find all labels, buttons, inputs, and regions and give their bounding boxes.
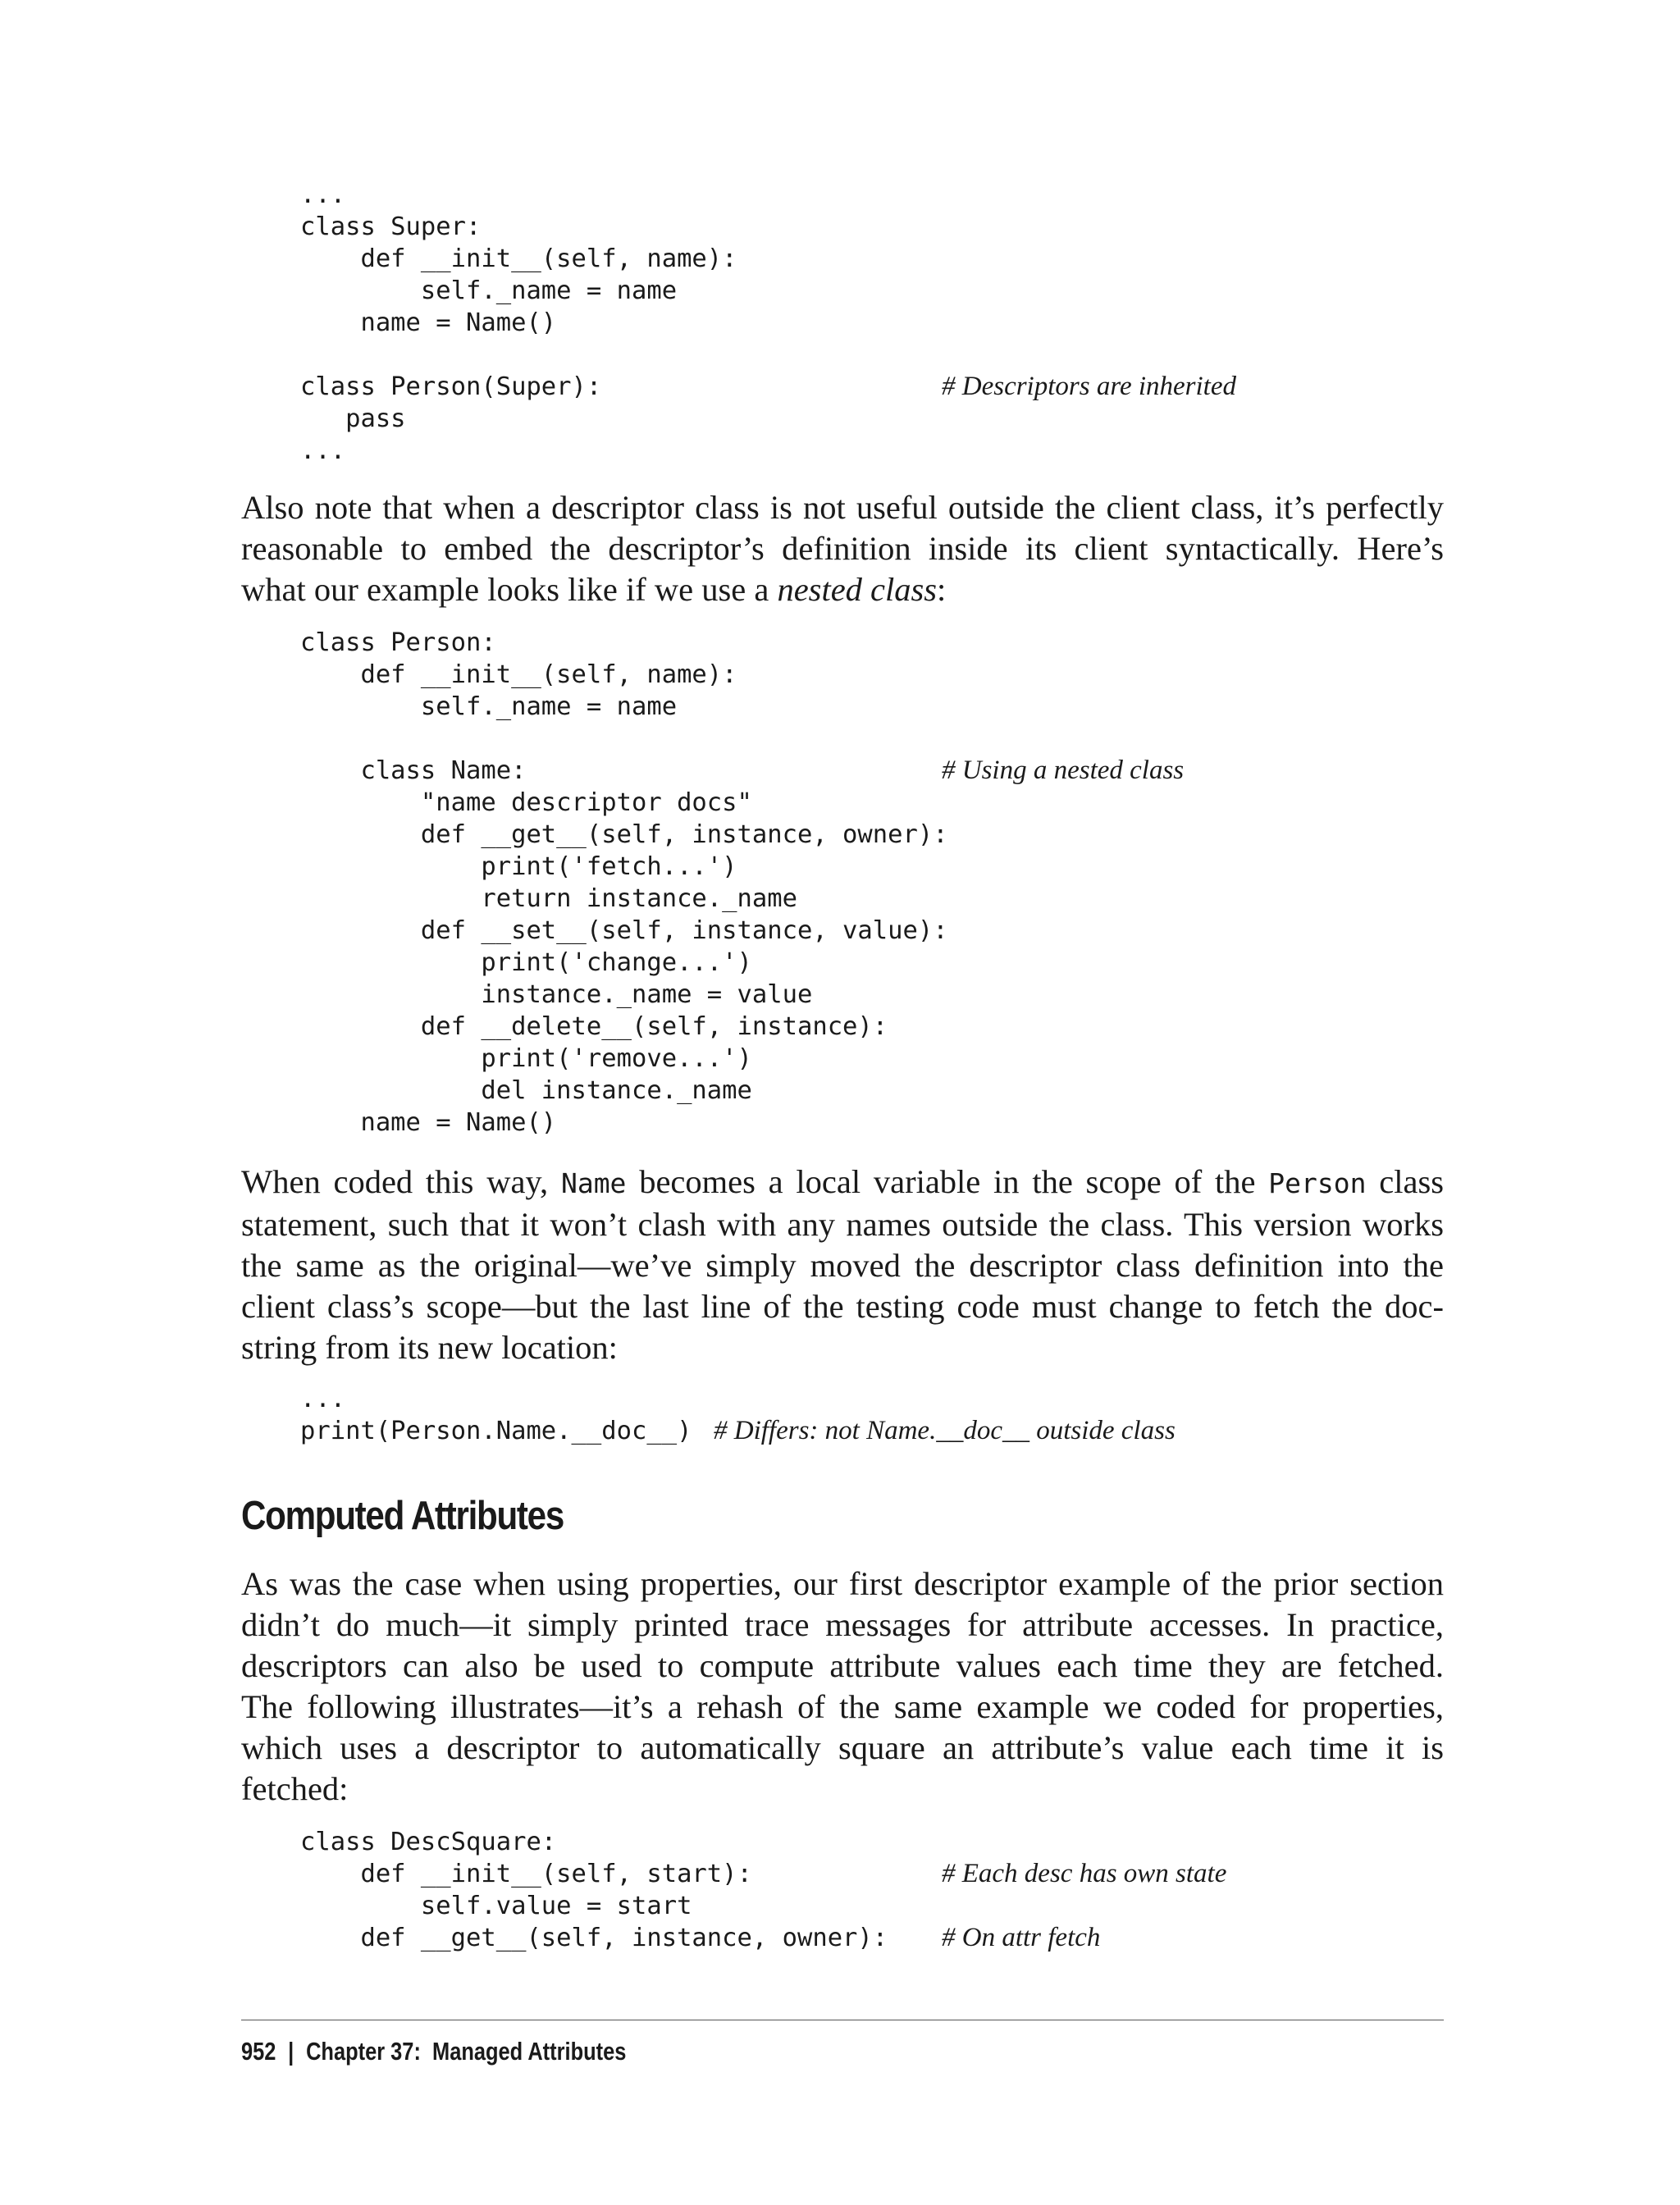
text-run: class	[1366, 1163, 1445, 1200]
paragraph-line: the same as the original—we’ve simply moved the descriptor class definition into the	[241, 1247, 1444, 1284]
code-block-inheritance: ... class Super: def __init__(self, name): self._name = name name = Name() class Person(Super): pass ...	[300, 180, 737, 465]
paragraph-local-variable-scope	[241, 1162, 1444, 1368]
paragraph-line: which uses a descriptor to automatically square an attribute’s value each time it is	[241, 1729, 1444, 1766]
inline-code-person: Person	[1268, 1167, 1367, 1199]
text-run: :	[937, 571, 947, 608]
text-run: When coded this way,	[241, 1163, 561, 1200]
inline-code-name: Name	[560, 1167, 627, 1199]
code-comment-own-state: # Each desc has own state	[942, 1859, 1227, 1888]
footer-separator: |	[288, 2037, 294, 2066]
paragraph-nested-class-intro	[241, 487, 1444, 610]
code-comment-attr-fetch: # On attr fetch	[942, 1923, 1101, 1952]
code-comment-differs: # Differs: not Name.__doc__ outside class	[714, 1416, 1176, 1445]
code-block-nested-class: class Person: def __init__(self, name): self._name = name class Name: "name descriptor docs" def __get__(self, instance, owner): print('fetch...') return instance._name def __set__(self, instance, value): print('change...') instance._name = value def __delete__(self, instance): print('remove...') del instance._name name = Name()	[300, 628, 948, 1137]
text-run: what our example looks like if we use a	[241, 571, 778, 608]
paragraph-line: client class’s scope—but the last line of the testing code must change to fetch the doc-	[241, 1288, 1444, 1325]
code-comment-descriptors-inherited: # Descriptors are inherited	[942, 372, 1236, 401]
code-comment-nested-class: # Using a nested class	[942, 756, 1185, 785]
text-run: becomes a local variable in the scope of the	[626, 1163, 1269, 1200]
code-block-doc-fetch: ... print(Person.Name.__doc__)	[300, 1385, 692, 1445]
paragraph-line: As was the case when using properties, our first descriptor example of the prior section	[241, 1565, 1444, 1602]
paragraph-line: fetched:	[241, 1770, 349, 1807]
paragraph-line: reasonable to embed the descriptor’s definition inside its client syntactically. Here’s	[241, 530, 1444, 567]
book-page	[241, 0, 1444, 2205]
paragraph-line: didn’t do much—it simply printed trace messages for attribute accesses. In practice,	[241, 1606, 1444, 1643]
paragraph-line: The following illustrates—it’s a rehash of the same example we coded for properties,	[241, 1688, 1444, 1725]
paragraph-line: Also note that when a descriptor class is not useful outside the client class, it’s perfectly	[241, 489, 1444, 526]
paragraph-computed-attributes	[241, 1564, 1444, 1810]
paragraph-line	[241, 569, 1444, 610]
paragraph-line	[241, 1162, 1444, 1204]
paragraph-line: string from its new location:	[241, 1329, 618, 1366]
paragraph-line: descriptors can also be used to compute attribute values each time they are fetched.	[241, 1647, 1444, 1684]
chapter-title: Chapter 37: Managed Attributes	[306, 2037, 627, 2066]
page-footer	[241, 2035, 626, 2068]
page-number: 952	[241, 2037, 276, 2066]
emphasis-nested-class: nested class	[777, 571, 938, 608]
paragraph-line: statement, such that it won’t clash with any names outside the class. This version works	[241, 1206, 1444, 1243]
section-heading-computed-attributes: Computed Attributes	[241, 1494, 564, 1538]
code-block-desc-square: class DescSquare: def __init__(self, start): self.value = start def __get__(self, instance, owner):	[300, 1828, 888, 1952]
